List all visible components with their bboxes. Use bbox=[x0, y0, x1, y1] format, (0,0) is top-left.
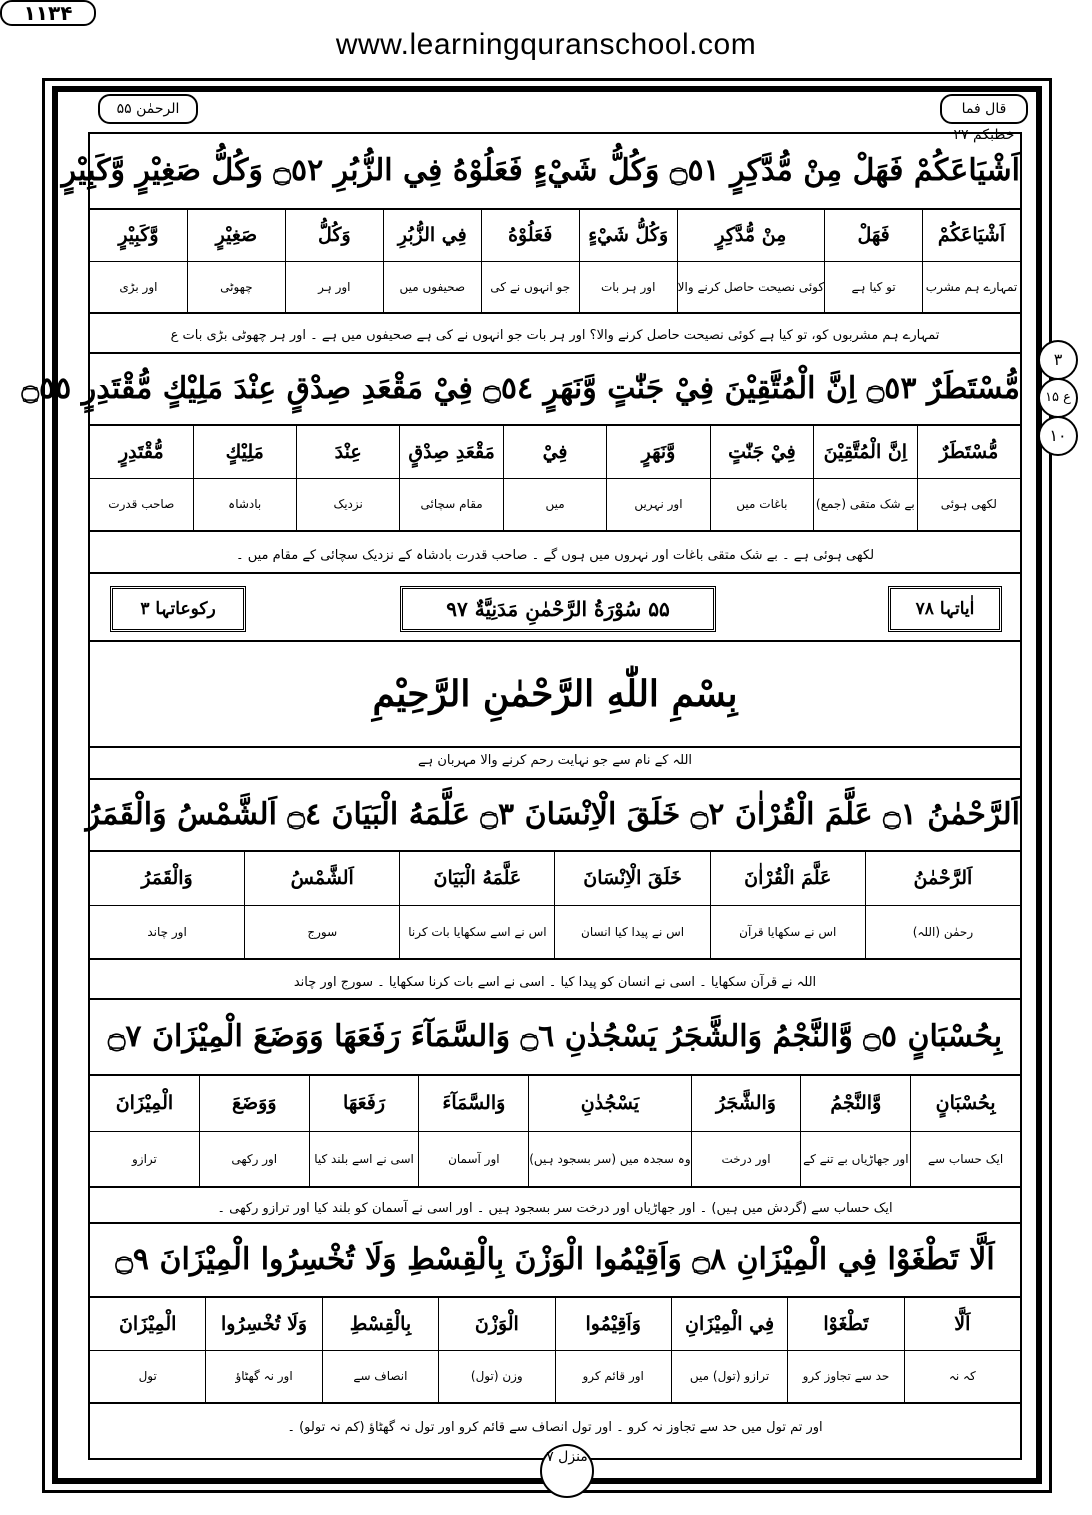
arabic-word: فِيْ جَنّٰتٍ bbox=[711, 426, 813, 479]
ayah-line: اَلرَّحْمٰنُ ۝١ عَلَّمَ الْقُرْاٰنَ ۝٢ خَلَقَ الْاِنْسَانَ ۝٣ عَلَّمَهُ الْبَيَانَ ۝٤ اَلشَّمْسُ وَالْقَمَرُ bbox=[90, 778, 1020, 850]
word-column bbox=[606, 426, 709, 530]
arabic-word: الْمِيْزَانَ bbox=[90, 1076, 199, 1132]
arabic-word: وَكُلُّ bbox=[286, 210, 383, 262]
urdu-meaning: اور نہریں bbox=[634, 497, 683, 512]
urdu-meaning: صحیفوں میں bbox=[399, 279, 466, 294]
translation-line: اللہ نے قرآن سکھایا ۔ اسی نے انسان کو پیدا کیا ۔ اسی نے اسے بات کرنا سکھایا ۔ سورج اور چاند bbox=[90, 958, 1020, 1004]
word-column bbox=[90, 1298, 205, 1402]
word-column bbox=[187, 210, 285, 312]
arabic-word: فِي الزُّبُرِ bbox=[384, 210, 481, 262]
arabic-word: اَلشَّمْسُ bbox=[245, 852, 399, 906]
arabic-word: صَغِيْرٍ bbox=[188, 210, 285, 262]
word-grid bbox=[90, 850, 1020, 958]
word-column bbox=[813, 426, 916, 530]
arabic-word: وَاَقِيْمُوا bbox=[556, 1298, 671, 1351]
ruku-mark: ع ۱۵ bbox=[1038, 378, 1078, 418]
arabic-word: وَالْقَمَرُ bbox=[90, 852, 244, 906]
word-grid bbox=[90, 424, 1020, 530]
translation-line: تمہارے ہم مشربوں کو، تو کیا ہے کوئی نصیحت حاصل کرنے والا؟ اور ہر بات جو انہوں نے کی ہے صحیفوں میں ہے ۔ اور ہر چھوٹی بڑی بات ع bbox=[90, 312, 1020, 356]
urdu-meaning: وہ سجدہ میں (سر بسجود ہیں) bbox=[529, 1151, 691, 1166]
word-grid bbox=[90, 208, 1020, 312]
word-column bbox=[677, 210, 824, 312]
arabic-word: اِنَّ الْمُتَّقِيْنَ bbox=[814, 426, 916, 479]
word-column bbox=[922, 210, 1020, 312]
arabic-word: تَطْغَوْا bbox=[788, 1298, 903, 1351]
ayah-line: بِحُسْبَانٍ ۝٥ وَّالنَّجْمُ وَالشَّجَرُ يَسْجُدٰنِ ۝٦ وَالسَّمَآءَ رَفَعَهَا وَوَضَعَ الْمِيْزَانَ ۝٧ bbox=[90, 998, 1020, 1074]
word-column bbox=[438, 1298, 554, 1402]
ayah-block-5 bbox=[90, 1222, 1020, 1450]
word-column bbox=[322, 1298, 438, 1402]
arabic-word: بِحُسْبَانٍ bbox=[911, 1076, 1020, 1132]
urdu-meaning: تو کیا ہے bbox=[851, 279, 896, 294]
arabic-word: فَهَلْ bbox=[825, 210, 922, 262]
word-column bbox=[503, 426, 606, 530]
ayah-block-3 bbox=[85, 778, 1020, 1004]
word-column bbox=[418, 1076, 528, 1186]
word-grid bbox=[90, 1296, 1020, 1402]
urdu-meaning: رحمٰن (اللہ) bbox=[912, 924, 974, 939]
urdu-meaning: بے شک متقی (جمع) bbox=[815, 497, 915, 512]
word-column bbox=[205, 1298, 321, 1402]
surah-name-header: الرحمٰن ۵۵ bbox=[98, 94, 198, 124]
urdu-meaning: ترازو bbox=[132, 1151, 157, 1166]
urdu-meaning: اس نے سکھایا قرآن bbox=[739, 924, 837, 939]
arabic-word: الْمِيْزَانَ bbox=[90, 1298, 205, 1351]
arabic-word: وَكُلُّ شَيْءٍ bbox=[580, 210, 677, 262]
arabic-word: مَقْعَدِ صِدْقٍ bbox=[400, 426, 502, 479]
word-column bbox=[193, 426, 296, 530]
bismillah-panel bbox=[90, 640, 1020, 748]
ayah-line: اَشْيَاعَكُمْ فَهَلْ مِنْ مُّدَّكِرٍ ۝٥١ وَكُلُّ شَيْءٍ فَعَلُوْهُ فِي الزُّبُرِ ۝٥٢ وَكُلُّ صَغِيْرٍ وَّكَبِيْرٍ bbox=[61, 153, 1020, 188]
ayah-block-2 bbox=[21, 352, 1020, 578]
ayah-line: مُّسْتَطَرٌ ۝٥٣ اِنَّ الْمُتَّقِيْنَ فِيْ جَنّٰتٍ وَّنَهَرٍ ۝٥٤ فِيْ مَقْعَدِ صِدْقٍ عِنْدَ مَلِيْكٍ مُّقْتَدِرٍ ۝٥٥ bbox=[90, 352, 1020, 424]
word-column bbox=[383, 210, 481, 312]
word-column bbox=[917, 426, 1020, 530]
arabic-word: رَفَعَهَا bbox=[310, 1076, 419, 1132]
translation-line: ایک حساب سے (گردش میں ہیں) ۔ اور جھاڑیاں اور درخت سر بسجود ہیں ۔ اور اسی نے آسمان کو بلند کیا اور ترازو رکھی ۔ bbox=[90, 1186, 1020, 1228]
arabic-word: وَوَضَعَ bbox=[200, 1076, 309, 1132]
word-column bbox=[554, 852, 709, 958]
urdu-meaning: سورج bbox=[307, 924, 338, 939]
word-column bbox=[90, 852, 244, 958]
arabic-word: وَلَا تُخْسِرُوا bbox=[206, 1298, 321, 1351]
urdu-meaning: تول bbox=[138, 1369, 157, 1384]
ayah-block-4 bbox=[90, 998, 1020, 1228]
word-column bbox=[399, 426, 502, 530]
arabic-word: وَالسَّمَآءَ bbox=[419, 1076, 528, 1132]
surah-header bbox=[90, 572, 1020, 642]
word-column bbox=[910, 1076, 1020, 1186]
urdu-meaning: اور نہ گھٹاؤ bbox=[235, 1369, 293, 1384]
urdu-meaning: صاحب قدرت bbox=[108, 497, 175, 512]
urdu-meaning: اور رکھی bbox=[231, 1151, 278, 1166]
word-column bbox=[710, 852, 865, 958]
arabic-word: وَّالنَّجْمُ bbox=[801, 1076, 910, 1132]
urdu-meaning: کوئی نصیحت حاصل کرنے والا bbox=[677, 279, 825, 294]
urdu-meaning: ایک حساب سے bbox=[928, 1151, 1004, 1166]
word-column bbox=[904, 1298, 1020, 1402]
para-name-header: قال فما خطبکم ۲۷ bbox=[940, 94, 1028, 124]
word-column bbox=[671, 1298, 787, 1402]
urdu-meaning: اور جھاڑیاں بے تنے کے bbox=[803, 1151, 909, 1166]
word-column bbox=[865, 852, 1020, 958]
urdu-meaning: اس نے پیدا کیا انسان bbox=[581, 924, 685, 939]
urdu-meaning: اور آسمان bbox=[448, 1151, 500, 1166]
urdu-meaning: انصاف سے bbox=[353, 1369, 408, 1384]
surah-title-box: ۵۵ سُوْرَةُ الرَّحْمٰنِ مَدَنِيَّةٌ ۹۷ bbox=[400, 586, 716, 632]
site-url[interactable]: www.learningquranschool.com bbox=[335, 28, 757, 61]
word-grid bbox=[90, 1074, 1020, 1186]
page-number: ۱۱۳۴ bbox=[0, 0, 96, 26]
arabic-word: مُّقْتَدِرٍ bbox=[90, 426, 192, 479]
word-column bbox=[787, 1298, 903, 1402]
ayah-line: اَلَّا تَطْغَوْا فِي الْمِيْزَانِ ۝٨ وَاَقِيْمُوا الْوَزْنَ بِالْقِسْطِ وَلَا تُخْسِرُوا الْمِيْزَانَ ۝٩ bbox=[90, 1222, 1020, 1296]
arabic-word: عَلَّمَهُ الْبَيَانَ bbox=[400, 852, 554, 906]
urdu-meaning: لکھی ہوئی bbox=[940, 497, 997, 512]
word-column bbox=[691, 1076, 801, 1186]
side-mark-top: ۳ bbox=[1038, 340, 1078, 380]
arabic-word: اَلَّا bbox=[905, 1298, 1020, 1351]
arabic-word: اَشْيَاعَكُمْ bbox=[923, 210, 1020, 262]
arabic-word: اَلرَّحْمٰنُ bbox=[866, 852, 1020, 906]
urdu-meaning: اور قائم کرو bbox=[582, 1369, 644, 1384]
arabic-word: عِنْدَ bbox=[297, 426, 399, 479]
translation-line: لکھی ہوئی ہے ۔ بے شک متقی باغات اور نہروں میں ہوں گے ۔ صاحب قدرت بادشاہ کے نزدیک سچائی کے مقام میں ۔ bbox=[90, 530, 1020, 578]
word-column bbox=[710, 426, 813, 530]
urdu-meaning: اور بڑی bbox=[119, 279, 158, 294]
urdu-meaning: حد سے تجاوز کرو bbox=[802, 1369, 890, 1384]
word-column bbox=[481, 210, 579, 312]
word-column bbox=[579, 210, 677, 312]
arabic-word: فِي الْمِيْزَانِ bbox=[672, 1298, 787, 1351]
arabic-word: خَلَقَ الْاِنْسَانَ bbox=[555, 852, 709, 906]
urdu-meaning: ترازو (تول) میں bbox=[689, 1369, 770, 1384]
ayat-count-box: اٰیاتہا ۷۸ bbox=[888, 586, 1002, 632]
arabic-word: الْوَزْنَ bbox=[439, 1298, 554, 1351]
urdu-meaning: اور درخت bbox=[721, 1151, 771, 1166]
urdu-meaning: اس نے اسے سکھایا بات کرنا bbox=[408, 924, 547, 939]
urdu-meaning: میں bbox=[545, 497, 565, 512]
word-column bbox=[399, 852, 554, 958]
word-column bbox=[244, 852, 399, 958]
urdu-meaning: نزدیک bbox=[333, 497, 363, 512]
word-column bbox=[800, 1076, 910, 1186]
translation-line: اور تم تول میں حد سے تجاوز نہ کرو ۔ اور تول انصاف سے قائم کرو اور تول نہ گھٹاؤ (کم نہ تولو) ۔ bbox=[90, 1402, 1020, 1450]
arabic-word: مُّسْتَطَرٌ bbox=[918, 426, 1020, 479]
arabic-word: بِالْقِسْطِ bbox=[323, 1298, 438, 1351]
ayah-block-1 bbox=[61, 134, 1020, 356]
arabic-word: فِيْ bbox=[504, 426, 606, 479]
word-column bbox=[555, 1298, 671, 1402]
urdu-meaning: اور ہر bbox=[318, 279, 351, 294]
manzil-marker: منزل ۷ bbox=[540, 1444, 594, 1498]
urdu-meaning: اور ہر بات bbox=[600, 279, 656, 294]
urdu-meaning: تمہارے ہم مشرب bbox=[925, 279, 1018, 294]
word-column bbox=[90, 426, 192, 530]
arabic-word: مِنْ مُّدَّكِرٍ bbox=[678, 210, 824, 262]
word-column bbox=[528, 1076, 690, 1186]
word-column bbox=[296, 426, 399, 530]
arabic-word: فَعَلُوْهُ bbox=[482, 210, 579, 262]
arabic-word: وَالشَّجَرُ bbox=[692, 1076, 801, 1132]
arabic-word: وَّكَبِيْرٍ bbox=[90, 210, 187, 262]
urdu-meaning: جو انہوں نے کی bbox=[490, 279, 571, 294]
word-column bbox=[199, 1076, 309, 1186]
urdu-meaning: باغات میں bbox=[736, 497, 788, 512]
urdu-meaning: مقام سچائی bbox=[420, 497, 483, 512]
word-column bbox=[309, 1076, 419, 1186]
word-column bbox=[285, 210, 383, 312]
bismillah-translation: اللہ کے نام سے جو نہایت رحم کرنے والا مہربان ہے bbox=[417, 753, 693, 768]
word-column bbox=[824, 210, 922, 312]
urdu-meaning: بادشاہ bbox=[228, 497, 262, 512]
urdu-meaning: کہ نہ bbox=[948, 1369, 976, 1384]
side-mark-bottom: ۱۰ bbox=[1038, 416, 1078, 456]
word-column bbox=[90, 1076, 199, 1186]
ruku-count-box: رکوعاتہا ۳ bbox=[110, 586, 246, 632]
arabic-word: مَلِيْكٍ bbox=[194, 426, 296, 479]
arabic-word: يَسْجُدٰنِ bbox=[529, 1076, 690, 1132]
urdu-meaning: وزن (تول) bbox=[470, 1369, 523, 1384]
arabic-word: وَّنَهَرٍ bbox=[607, 426, 709, 479]
bismillah-text: بِسْمِ اللّٰهِ الرَّحْمٰنِ الرَّحِيْمِ bbox=[372, 673, 738, 715]
urdu-meaning: اور چاند bbox=[147, 924, 187, 939]
word-column bbox=[90, 210, 187, 312]
urdu-meaning: اسی نے اسے بلند کیا bbox=[314, 1151, 414, 1166]
arabic-word: عَلَّمَ الْقُرْاٰنَ bbox=[711, 852, 865, 906]
urdu-meaning: چھوٹی bbox=[220, 279, 253, 294]
